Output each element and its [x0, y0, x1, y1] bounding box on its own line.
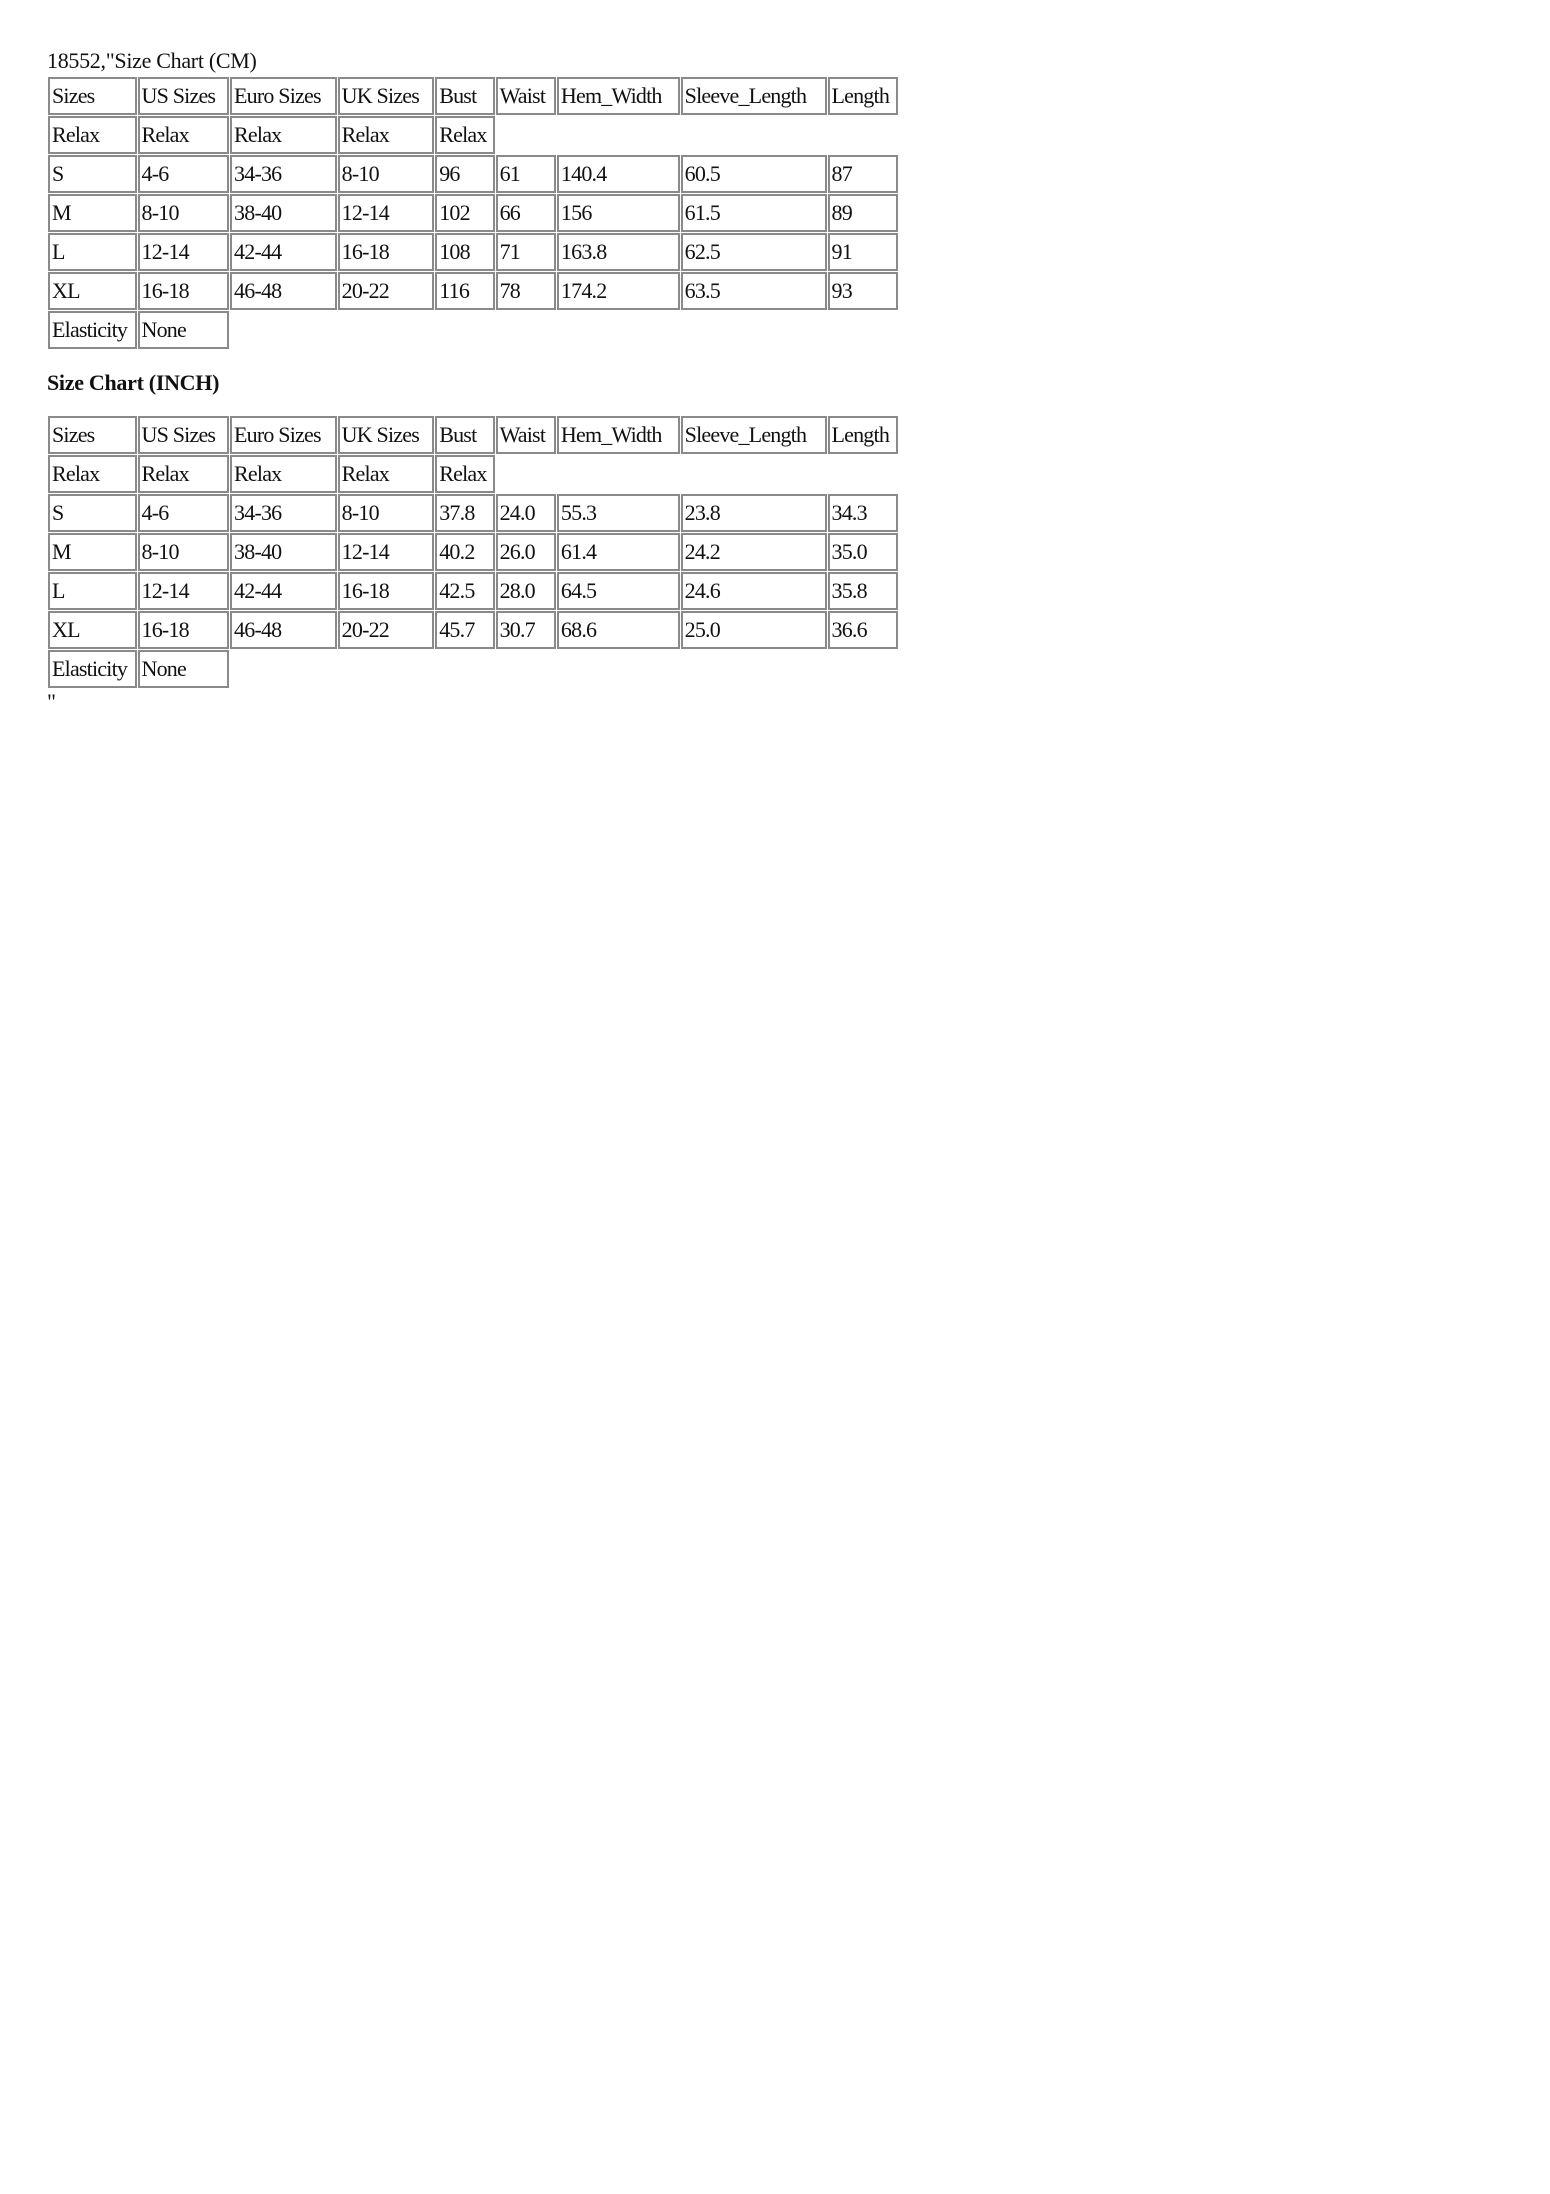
table-cell: 116 [435, 272, 494, 310]
cm-chart-title: 18552,"Size Chart (CM) [47, 48, 257, 73]
header-cell: UK Sizes [338, 416, 435, 454]
table-cell: 163.8 [557, 233, 680, 271]
elasticity-value-cell: None [138, 311, 230, 349]
header-cell: Sizes [48, 77, 137, 115]
elasticity-label-cell: Elasticity [48, 311, 137, 349]
relax-cell: Relax [435, 455, 494, 493]
table-cell: 87 [828, 155, 899, 193]
table-cell: 68.6 [557, 611, 680, 649]
elasticity-row [48, 650, 898, 688]
table-cell: 64.5 [557, 572, 680, 610]
table-cell: 62.5 [681, 233, 827, 271]
empty-cell [230, 650, 898, 688]
relax-cell: Relax [230, 116, 337, 154]
table-cell: 23.8 [681, 494, 827, 532]
table-cell: 20-22 [338, 611, 435, 649]
header-cell: Sizes [48, 416, 137, 454]
table-cell: 40.2 [435, 533, 494, 571]
table-cell: 45.7 [435, 611, 494, 649]
table-cell: 46-48 [230, 611, 337, 649]
header-cell: Euro Sizes [230, 416, 337, 454]
cm-table-body [48, 77, 898, 349]
relax-row [48, 116, 898, 154]
table-cell: 37.8 [435, 494, 494, 532]
elasticity-value-cell: None [138, 650, 230, 688]
table-row [48, 494, 898, 532]
table-cell: 8-10 [138, 533, 230, 571]
empty-cell [496, 455, 898, 493]
relax-cell: Relax [338, 455, 435, 493]
elasticity-row [48, 311, 898, 349]
document-page [47, 46, 947, 714]
table-cell: 12-14 [138, 572, 230, 610]
table-cell: 140.4 [557, 155, 680, 193]
closing-quote-mark: " [47, 689, 56, 714]
table-cell: 24.0 [496, 494, 556, 532]
table-cell: 89 [828, 194, 899, 232]
table-cell: 42.5 [435, 572, 494, 610]
header-cell: Bust [435, 77, 494, 115]
table-cell: 16-18 [338, 572, 435, 610]
table-cell: 71 [496, 233, 556, 271]
table-row [48, 533, 898, 571]
table-row [48, 272, 898, 310]
header-cell: Sleeve_Length [681, 77, 827, 115]
table-cell: 4-6 [138, 155, 230, 193]
inch-table-body [48, 416, 898, 688]
table-row [48, 194, 898, 232]
table-cell: 30.7 [496, 611, 556, 649]
header-cell: Hem_Width [557, 416, 680, 454]
table-cell: 16-18 [338, 233, 435, 271]
table-row [48, 572, 898, 610]
table-cell: 12-14 [138, 233, 230, 271]
table-cell: 174.2 [557, 272, 680, 310]
table-cell: 12-14 [338, 533, 435, 571]
table-cell: 55.3 [557, 494, 680, 532]
table-cell: 38-40 [230, 533, 337, 571]
relax-cell: Relax [338, 116, 435, 154]
table-cell: 26.0 [496, 533, 556, 571]
table-row [48, 611, 898, 649]
table-header-row [48, 416, 898, 454]
relax-cell: Relax [138, 455, 230, 493]
relax-cell: Relax [48, 455, 137, 493]
table-cell: 8-10 [338, 155, 435, 193]
header-cell: Length [828, 77, 899, 115]
elasticity-label-cell: Elasticity [48, 650, 137, 688]
table-cell: S [48, 155, 137, 193]
table-cell: 61.4 [557, 533, 680, 571]
header-cell: Bust [435, 416, 494, 454]
header-cell: UK Sizes [338, 77, 435, 115]
inch-chart-title: Size Chart (INCH) [47, 370, 220, 395]
table-cell: 16-18 [138, 272, 230, 310]
table-cell: 16-18 [138, 611, 230, 649]
table-cell: L [48, 572, 137, 610]
table-cell: 38-40 [230, 194, 337, 232]
header-cell: Hem_Width [557, 77, 680, 115]
table-cell: XL [48, 272, 137, 310]
table-cell: 34-36 [230, 494, 337, 532]
table-cell: S [48, 494, 137, 532]
table-cell: 24.6 [681, 572, 827, 610]
header-cell: Waist [496, 416, 556, 454]
header-cell: Length [828, 416, 899, 454]
table-cell: 42-44 [230, 572, 337, 610]
table-cell: 108 [435, 233, 494, 271]
empty-cell [230, 311, 898, 349]
table-header-row [48, 77, 898, 115]
table-cell: 4-6 [138, 494, 230, 532]
table-cell: 8-10 [338, 494, 435, 532]
table-cell: 34-36 [230, 155, 337, 193]
table-cell: 156 [557, 194, 680, 232]
header-cell: US Sizes [138, 77, 230, 115]
table-cell: 61 [496, 155, 556, 193]
table-cell: 91 [828, 233, 899, 271]
table-row [48, 233, 898, 271]
header-cell: Sleeve_Length [681, 416, 827, 454]
table-cell: 35.8 [828, 572, 899, 610]
table-cell: 8-10 [138, 194, 230, 232]
relax-cell: Relax [138, 116, 230, 154]
table-cell: M [48, 533, 137, 571]
table-cell: 60.5 [681, 155, 827, 193]
table-cell: 34.3 [828, 494, 899, 532]
table-cell: 61.5 [681, 194, 827, 232]
relax-cell: Relax [48, 116, 137, 154]
table-cell: 102 [435, 194, 494, 232]
relax-cell: Relax [435, 116, 494, 154]
table-row [48, 155, 898, 193]
table-cell: 66 [496, 194, 556, 232]
table-cell: 93 [828, 272, 899, 310]
table-cell: 12-14 [338, 194, 435, 232]
table-cell: 96 [435, 155, 494, 193]
table-cell: 36.6 [828, 611, 899, 649]
table-cell: 28.0 [496, 572, 556, 610]
relax-cell: Relax [230, 455, 337, 493]
cm-size-table [47, 76, 899, 350]
header-cell: Euro Sizes [230, 77, 337, 115]
table-cell: XL [48, 611, 137, 649]
header-cell: US Sizes [138, 416, 230, 454]
table-cell: 20-22 [338, 272, 435, 310]
table-cell: 35.0 [828, 533, 899, 571]
table-cell: 78 [496, 272, 556, 310]
inch-size-table [47, 415, 899, 689]
empty-cell [496, 116, 898, 154]
table-cell: M [48, 194, 137, 232]
table-cell: 46-48 [230, 272, 337, 310]
table-cell: 42-44 [230, 233, 337, 271]
header-cell: Waist [496, 77, 556, 115]
table-cell: 25.0 [681, 611, 827, 649]
table-cell: L [48, 233, 137, 271]
relax-row [48, 455, 898, 493]
table-cell: 24.2 [681, 533, 827, 571]
table-cell: 63.5 [681, 272, 827, 310]
